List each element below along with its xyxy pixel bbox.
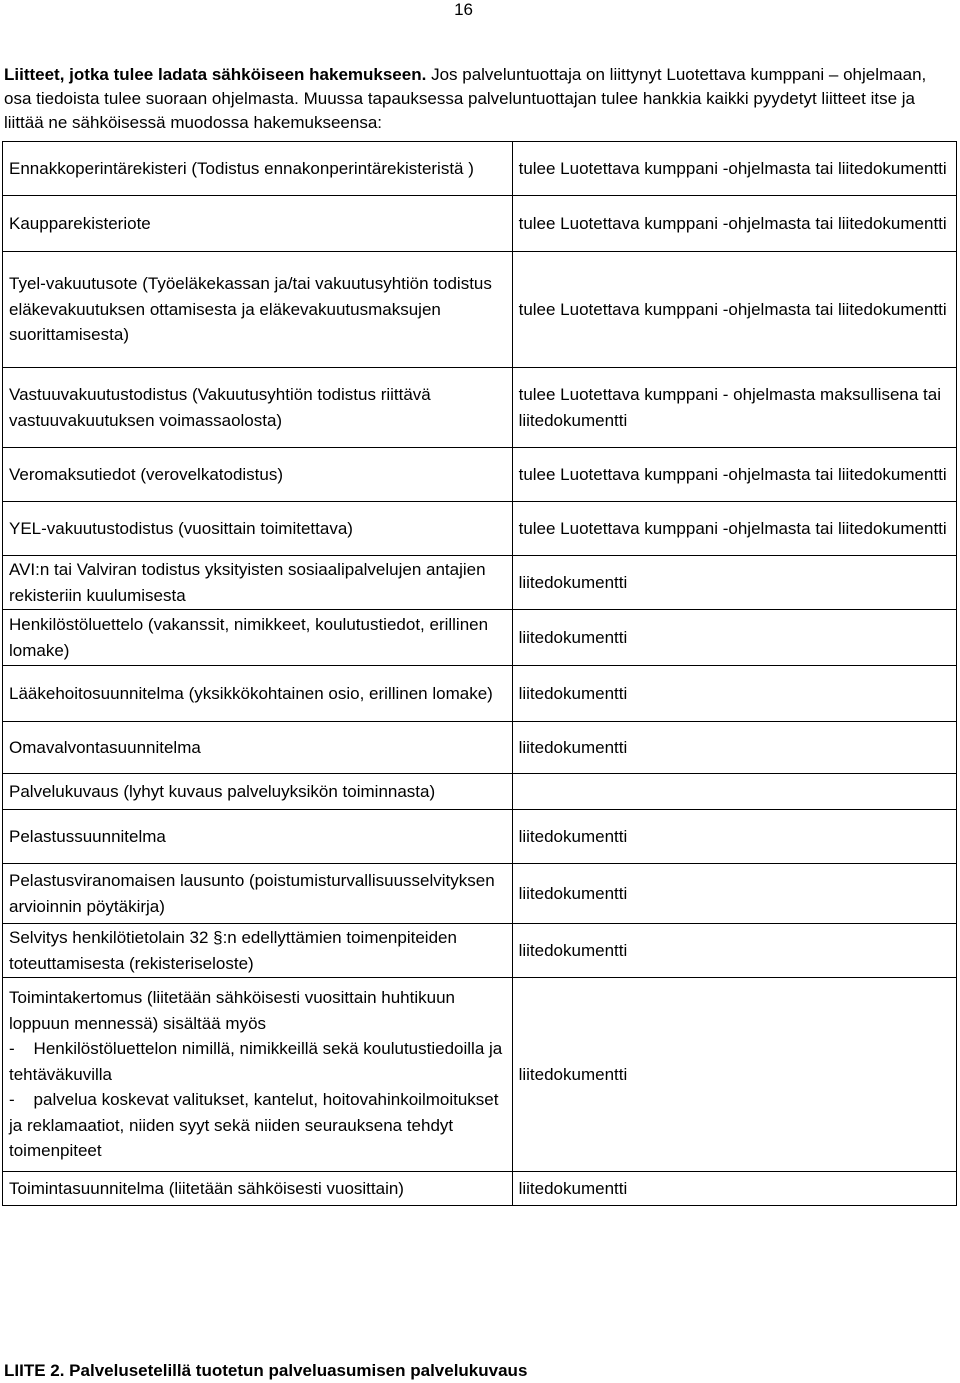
- attachment-name-cell: [3, 142, 513, 196]
- attachment-name: Palvelukuvaus (lyhyt kuvaus palveluyksikön toiminnasta): [9, 781, 436, 801]
- attachment-source: tulee Luotettava kumppani -ohjelmasta tai liitedokumentti: [518, 464, 947, 484]
- attachment-source-cell: [512, 502, 956, 556]
- attachment-source-cell: [512, 774, 956, 810]
- attachment-name-cell: [3, 722, 513, 774]
- attachment-source-cell: [512, 368, 956, 448]
- attachment-source-cell: [512, 448, 956, 502]
- attachment-name: Vastuuvakuutustodistus (Vakuutusyhtiön todistus riittävä vastuuvakuutuksen voimassaolosta): [9, 385, 431, 430]
- attachment-source: tulee Luotettava kumppani -ohjelmasta tai liitedokumentti: [518, 518, 947, 538]
- table-row: [3, 196, 957, 252]
- attachment-name: Kaupparekisteriote: [9, 213, 151, 233]
- attachment-source-cell: [512, 810, 956, 864]
- attachment-name-cell: [3, 610, 513, 666]
- table-row: [3, 448, 957, 502]
- attachment-name: Lääkehoitosuunnitelma (yksikkökohtainen osio, erillinen lomake): [9, 683, 493, 703]
- table-row: [3, 924, 957, 978]
- attachment-name-cell: [3, 502, 513, 556]
- attachment-source-cell: [512, 556, 956, 610]
- attachment-name-cell: [3, 810, 513, 864]
- table-row: [3, 556, 957, 610]
- attachment-source-cell: [512, 610, 956, 666]
- attachment-name: Ennakkoperintärekisteri (Todistus ennakonperintärekisteristä ): [9, 158, 474, 178]
- attachment-source-cell: [512, 924, 956, 978]
- attachment-name-cell: [3, 196, 513, 252]
- attachment-name: Toimintasuunnitelma (liitetään sähköisesti vuosittain): [9, 1178, 404, 1198]
- intro-bold-lead: Liitteet, jotka tulee ladata sähköiseen hakemukseen.: [4, 65, 427, 84]
- attachment-name-cell: [3, 774, 513, 810]
- table-row: [3, 502, 957, 556]
- attachment-subitem: - palvelua koskevat valitukset, kantelut, hoitovahinkoilmoitukset ja reklamaatiot, niiden syyt sekä niiden seurauksena tehdyt toimenpiteet: [9, 1090, 504, 1161]
- attachment-source: tulee Luotettava kumppani -ohjelmasta tai liitedokumentti: [518, 158, 947, 178]
- attachment-name: Tyel-vakuutusote (Työeläkekassan ja/tai vakuutusyhtiön todistus eläkevakuutuksen ottamisesta ja eläkevakuutusmaksujen suorittamisesta): [9, 274, 492, 345]
- attachment-source-cell: [512, 722, 956, 774]
- attachment-source: liitedokumentti: [518, 1064, 628, 1084]
- attachment-name-cell: [3, 556, 513, 610]
- attachment-name: Veromaksutiedot (verovelkatodistus): [9, 464, 284, 484]
- attachment-name-cell: [3, 978, 513, 1172]
- table-row: [3, 368, 957, 448]
- attachment-source: liitedokumentti: [518, 572, 628, 592]
- attachments-table-body: [3, 142, 957, 1206]
- attachment-source-cell: [512, 252, 956, 368]
- attachment-name: Toimintakertomus (liitetään sähköisesti vuosittain huhtikuun loppuun mennessä) sisältää myös: [9, 988, 456, 1033]
- attachment-source-cell: [512, 978, 956, 1172]
- table-row: [3, 864, 957, 924]
- attachment-source: tulee Luotettava kumppani -ohjelmasta tai liitedokumentti: [518, 299, 947, 319]
- attachment-source-cell: [512, 666, 956, 722]
- attachment-name-cell: [3, 368, 513, 448]
- attachment-source-cell: [512, 1172, 956, 1206]
- attachment-source: liitedokumentti: [518, 737, 628, 757]
- attachment-source: liitedokumentti: [518, 627, 628, 647]
- page-number: 16: [454, 0, 473, 19]
- attachment-source-cell: [512, 142, 956, 196]
- attachment-name: Pelastussuunnitelma: [9, 826, 166, 846]
- attachment-source: liitedokumentti: [518, 1178, 628, 1198]
- attachment-name-cell: [3, 924, 513, 978]
- attachment-name-cell: [3, 1172, 513, 1206]
- attachment-source: liitedokumentti: [518, 683, 628, 703]
- attachment-source: liitedokumentti: [518, 883, 628, 903]
- attachment-name: YEL-vakuutustodistus (vuosittain toimitettava): [9, 518, 353, 538]
- attachment-name: AVI:n tai Valviran todistus yksityisten sosiaalipalvelujen antajien rekisteriin kuulumisesta: [9, 560, 486, 605]
- attachment-source: tulee Luotettava kumppani - ohjelmasta maksullisena tai liitedokumentti: [518, 385, 941, 430]
- attachment-name-cell: [3, 448, 513, 502]
- attachment-name: Henkilöstöluettelo (vakanssit, nimikkeet, koulutustiedot, erillinen lomake): [9, 615, 489, 660]
- attachment-source-cell: [512, 196, 956, 252]
- appendix-heading: LIITE 2. Palvelusetelillä tuotetun palveluasumisen palvelukuvaus: [4, 1361, 528, 1380]
- intro-text: Jos palveluntuottaja on liittynyt Luotettava kumppani – ohjelmaan, osa tiedoista tulee suoraan ohjelmasta. Muussa tapauksessa palveluntuottajan tulee hankkia kaikki pyydetyt liitteet itse ja liittää ne sähköisessä muodossa hakemukseensa:: [4, 65, 927, 132]
- table-row: [3, 252, 957, 368]
- table-row: [3, 722, 957, 774]
- attachment-source: tulee Luotettava kumppani -ohjelmasta tai liitedokumentti: [518, 213, 947, 233]
- attachment-subitem: - Henkilöstöluettelon nimillä, nimikkeillä sekä koulutustiedoilla ja tehtäväkuvilla: [9, 1039, 507, 1084]
- table-row: [3, 810, 957, 864]
- attachment-source-cell: [512, 864, 956, 924]
- table-row: [3, 1172, 957, 1206]
- attachment-name-cell: [3, 252, 513, 368]
- attachment-name: Pelastusviranomaisen lausunto (poistumisturvallisuusselvityksen arvioinnin pöytäkirja): [9, 871, 495, 916]
- table-row: [3, 666, 957, 722]
- attachment-name: Selvitys henkilötietolain 32 §:n edellyttämien toimenpiteiden toteuttamisesta (rekisteriseloste): [9, 928, 457, 973]
- attachment-source: liitedokumentti: [518, 940, 628, 960]
- intro-paragraph: [4, 63, 954, 135]
- attachments-table: [2, 141, 957, 1206]
- table-row: [3, 142, 957, 196]
- table-row: [3, 610, 957, 666]
- attachment-name: Omavalvontasuunnitelma: [9, 737, 201, 757]
- table-row: [3, 978, 957, 1172]
- attachment-source: liitedokumentti: [518, 826, 628, 846]
- attachment-name-cell: [3, 666, 513, 722]
- attachment-name-cell: [3, 864, 513, 924]
- table-row: [3, 774, 957, 810]
